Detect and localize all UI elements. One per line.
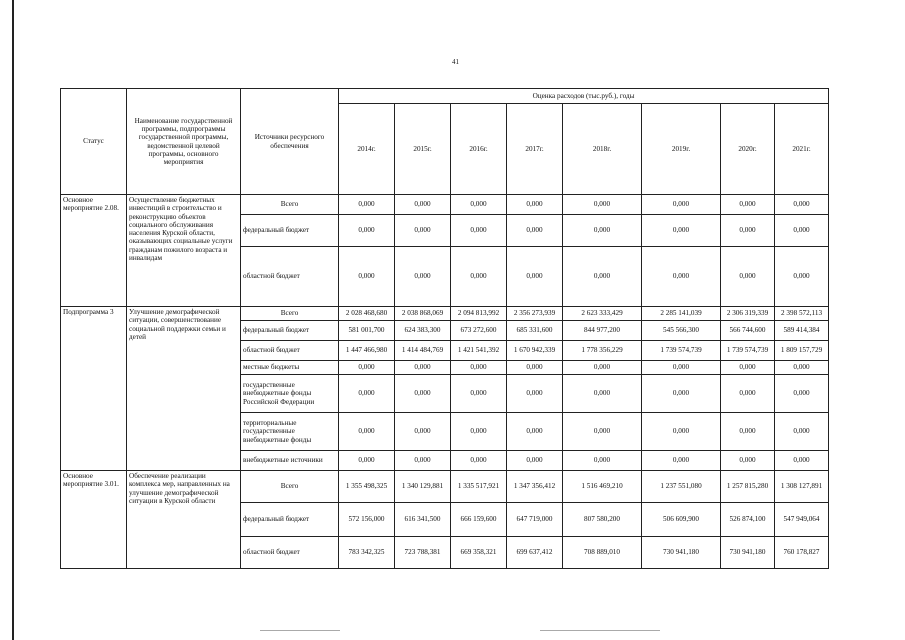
- row-status: Подпрограмма 3: [61, 307, 127, 471]
- value-cell: 0,000: [339, 361, 395, 375]
- value-cell: 2 285 141,039: [642, 307, 721, 321]
- value-cell: 730 941,180: [642, 537, 721, 569]
- value-cell: 844 977,200: [563, 321, 642, 341]
- value-cell: 0,000: [775, 195, 829, 215]
- value-cell: 730 941,180: [721, 537, 775, 569]
- value-cell: 699 637,412: [507, 537, 563, 569]
- value-cell: 0,000: [642, 247, 721, 307]
- value-cell: 0,000: [339, 451, 395, 471]
- header-year: 2017г.: [507, 104, 563, 195]
- value-cell: 0,000: [339, 413, 395, 451]
- value-cell: 0,000: [507, 451, 563, 471]
- header-estimate: Оценка расходов (тыс.руб.), годы: [339, 89, 829, 104]
- value-cell: 0,000: [721, 413, 775, 451]
- source-cell: областной бюджет: [241, 341, 339, 361]
- value-cell: 0,000: [451, 247, 507, 307]
- value-cell: 0,000: [775, 451, 829, 471]
- value-cell: 0,000: [395, 361, 451, 375]
- source-cell: федеральный бюджет: [241, 321, 339, 341]
- header-year: 2015г.: [395, 104, 451, 195]
- value-cell: 0,000: [451, 413, 507, 451]
- value-cell: 0,000: [642, 375, 721, 413]
- budget-table: [60, 88, 829, 569]
- value-cell: 0,000: [775, 361, 829, 375]
- value-cell: 0,000: [395, 413, 451, 451]
- value-cell: 0,000: [507, 361, 563, 375]
- value-cell: 0,000: [451, 361, 507, 375]
- value-cell: 547 949,064: [775, 503, 829, 537]
- value-cell: 1 447 466,980: [339, 341, 395, 361]
- source-cell: местные бюджеты: [241, 361, 339, 375]
- header-year: 2016г.: [451, 104, 507, 195]
- source-cell: областной бюджет: [241, 537, 339, 569]
- row-status: Основное мероприятие 2.08.: [61, 195, 127, 307]
- row-name: Осуществление бюджетных инвестиций в строительство и реконструкцию объектов социального обслуживания населения Курской области, оказывающих социальные услуги гражданам пожилого возраста и инвалидам: [127, 195, 241, 307]
- value-cell: 0,000: [775, 413, 829, 451]
- value-cell: 506 609,900: [642, 503, 721, 537]
- value-cell: 0,000: [451, 195, 507, 215]
- header-name: Наименование государственной программы, подпрограммы государственной программы, ведомственной целевой программы, основного мероприятия: [127, 89, 241, 195]
- value-cell: 0,000: [721, 247, 775, 307]
- value-cell: 0,000: [563, 247, 642, 307]
- value-cell: 545 566,300: [642, 321, 721, 341]
- value-cell: 647 719,000: [507, 503, 563, 537]
- source-cell: Всего: [241, 195, 339, 215]
- value-cell: 0,000: [507, 247, 563, 307]
- value-cell: 581 001,700: [339, 321, 395, 341]
- value-cell: 566 744,600: [721, 321, 775, 341]
- value-cell: 1 355 498,325: [339, 471, 395, 503]
- value-cell: 2 398 572,113: [775, 307, 829, 321]
- header-status: Статус: [61, 89, 127, 195]
- value-cell: 0,000: [775, 375, 829, 413]
- value-cell: 0,000: [775, 215, 829, 247]
- value-cell: 0,000: [642, 361, 721, 375]
- value-cell: 526 874,100: [721, 503, 775, 537]
- page-number: 41: [452, 58, 459, 66]
- header-year: 2019г.: [642, 104, 721, 195]
- value-cell: 708 889,010: [563, 537, 642, 569]
- value-cell: 1 778 356,229: [563, 341, 642, 361]
- value-cell: 1 347 356,412: [507, 471, 563, 503]
- value-cell: 1 739 574,739: [642, 341, 721, 361]
- value-cell: 2 038 868,069: [395, 307, 451, 321]
- header-year: 2020г.: [721, 104, 775, 195]
- value-cell: 666 159,600: [451, 503, 507, 537]
- value-cell: 0,000: [563, 195, 642, 215]
- value-cell: 0,000: [339, 247, 395, 307]
- header-year: 2021г.: [775, 104, 829, 195]
- value-cell: 669 358,321: [451, 537, 507, 569]
- value-cell: 0,000: [395, 195, 451, 215]
- value-cell: 0,000: [642, 451, 721, 471]
- table-row: [61, 195, 829, 215]
- value-cell: 0,000: [563, 361, 642, 375]
- value-cell: 1 670 942,339: [507, 341, 563, 361]
- value-cell: 589 414,384: [775, 321, 829, 341]
- value-cell: 2 028 468,680: [339, 307, 395, 321]
- value-cell: 572 156,000: [339, 503, 395, 537]
- value-cell: 616 341,500: [395, 503, 451, 537]
- value-cell: 723 788,381: [395, 537, 451, 569]
- value-cell: 0,000: [563, 451, 642, 471]
- value-cell: 0,000: [451, 375, 507, 413]
- value-cell: 760 178,827: [775, 537, 829, 569]
- scan-artifact: [540, 630, 660, 631]
- value-cell: 0,000: [339, 195, 395, 215]
- value-cell: 0,000: [775, 247, 829, 307]
- value-cell: 0,000: [563, 375, 642, 413]
- header-source: Источники ресурсного обеспечения: [241, 89, 339, 195]
- table-body: [61, 195, 829, 569]
- value-cell: 0,000: [507, 413, 563, 451]
- value-cell: 0,000: [721, 361, 775, 375]
- value-cell: 783 342,325: [339, 537, 395, 569]
- value-cell: 1 308 127,891: [775, 471, 829, 503]
- value-cell: 0,000: [721, 451, 775, 471]
- row-status: Основное мероприятие 3.01.: [61, 471, 127, 569]
- value-cell: 0,000: [395, 375, 451, 413]
- source-cell: федеральный бюджет: [241, 215, 339, 247]
- source-cell: внебюджетные источники: [241, 451, 339, 471]
- value-cell: 0,000: [563, 413, 642, 451]
- value-cell: 0,000: [339, 215, 395, 247]
- value-cell: 1 739 574,739: [721, 341, 775, 361]
- value-cell: 673 272,600: [451, 321, 507, 341]
- value-cell: 0,000: [642, 195, 721, 215]
- value-cell: 0,000: [563, 215, 642, 247]
- value-cell: 0,000: [642, 215, 721, 247]
- scan-artifact: [260, 630, 340, 631]
- value-cell: 1 414 484,769: [395, 341, 451, 361]
- value-cell: 1 421 541,392: [451, 341, 507, 361]
- header-year: 2018г.: [563, 104, 642, 195]
- value-cell: 1 257 815,280: [721, 471, 775, 503]
- value-cell: 1 237 551,080: [642, 471, 721, 503]
- value-cell: 0,000: [721, 195, 775, 215]
- scan-edge-line: [12, 0, 14, 640]
- value-cell: 0,000: [642, 413, 721, 451]
- value-cell: 624 383,300: [395, 321, 451, 341]
- value-cell: 0,000: [451, 451, 507, 471]
- value-cell: 1 340 129,881: [395, 471, 451, 503]
- value-cell: 1 335 517,921: [451, 471, 507, 503]
- source-cell: государственные внебюджетные фонды Российской Федерации: [241, 375, 339, 413]
- source-cell: территориальные государственные внебюджетные фонды: [241, 413, 339, 451]
- row-name: Обеспечение реализации комплекса мер, направленных на улучшение демографической ситуации в Курской области: [127, 471, 241, 569]
- value-cell: 0,000: [721, 375, 775, 413]
- table-row: [61, 307, 829, 321]
- value-cell: 0,000: [507, 215, 563, 247]
- source-cell: Всего: [241, 471, 339, 503]
- value-cell: 0,000: [507, 375, 563, 413]
- value-cell: 0,000: [339, 375, 395, 413]
- value-cell: 0,000: [395, 451, 451, 471]
- value-cell: 2 094 813,992: [451, 307, 507, 321]
- value-cell: 807 580,200: [563, 503, 642, 537]
- value-cell: 1 809 157,729: [775, 341, 829, 361]
- table-row: [61, 471, 829, 503]
- value-cell: 2 306 319,339: [721, 307, 775, 321]
- value-cell: 0,000: [395, 247, 451, 307]
- value-cell: 2 623 333,429: [563, 307, 642, 321]
- value-cell: 1 516 469,210: [563, 471, 642, 503]
- header-year: 2014г.: [339, 104, 395, 195]
- value-cell: 0,000: [721, 215, 775, 247]
- value-cell: 0,000: [395, 215, 451, 247]
- row-name: Улучшение демографической ситуации, совершенствование социальной поддержки семьи и детей: [127, 307, 241, 471]
- source-cell: областной бюджет: [241, 247, 339, 307]
- value-cell: 0,000: [507, 195, 563, 215]
- source-cell: федеральный бюджет: [241, 503, 339, 537]
- value-cell: 2 356 273,939: [507, 307, 563, 321]
- value-cell: 685 331,600: [507, 321, 563, 341]
- value-cell: 0,000: [451, 215, 507, 247]
- source-cell: Всего: [241, 307, 339, 321]
